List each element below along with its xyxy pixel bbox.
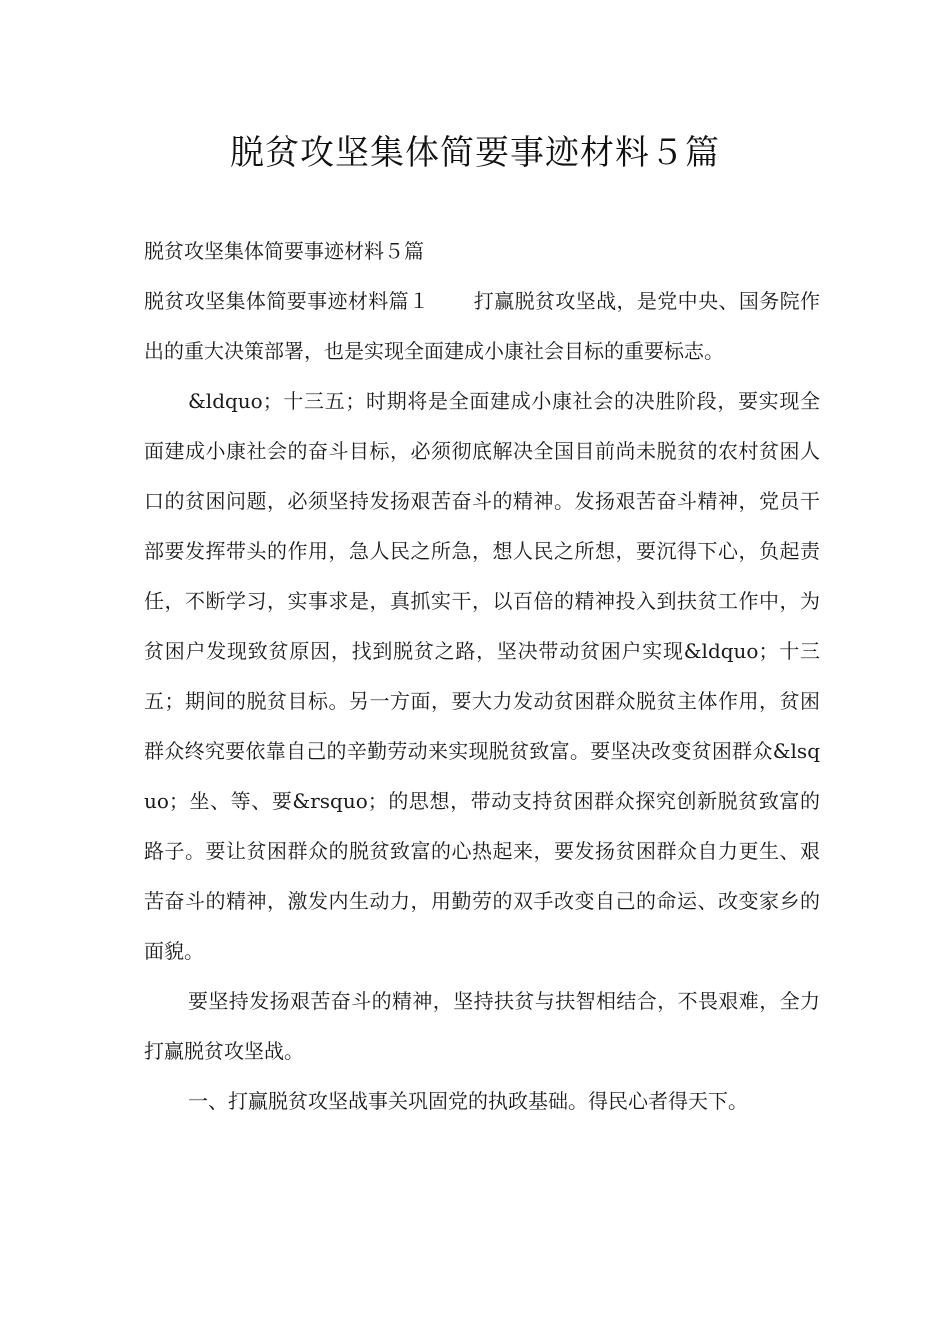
document-title: 脱贫攻坚集体简要事迹材料５篇: [230, 133, 720, 173]
section-1-intro: 打赢脱贫攻坚战，是党中央、国务院作出的重大决策部署，也是实现全面建成小康社会目标的重要标志。: [144, 289, 821, 363]
paragraph-3: 要坚持发扬艰苦奋斗的精神，坚持扶贫与扶智相结合，不畏艰难，全力打赢脱贫攻坚战。: [144, 989, 820, 1063]
paragraph-4: 一、打赢脱贫攻坚战事关巩固党的执政基础。得民心者得天下。: [188, 1089, 748, 1113]
document-subtitle: 脱贫攻坚集体简要事迹材料５篇: [144, 239, 424, 263]
document-body: [144, 226, 820, 1126]
section-1-heading: 脱贫攻坚集体简要事迹材料篇１: [144, 289, 430, 313]
paragraph-2: &ldquo；十三五；时期将是全面建成小康社会的决胜阶段，要实现全面建成小康社会的奋斗目标，必须彻底解决全国目前尚未脱贫的农村贫困人口的贫困问题，必须坚持发扬艰苦奋斗的精神。发扬艰苦奋斗精神，党员干部要发挥带头的作用，急人民之所急，想人民之所想，要沉得下心，负起责任，不断学习，实事求是，真抓实干，以百倍的精神投入到扶贫工作中，为贫困户发现致贫原因，找到脱贫之路，坚决带动贫困户实现&ldquo；十三五；期间的脱贫目标。另一方面，要大力发动贫困群众脱贫主体作用，贫困群众终究要依靠自己的辛勤劳动来实现脱贫致富。要坚决改变贫困群众&lsquo；坐、等、要&rsquo；的思想，带动支持贫困群众探究创新脱贫致富的路子。要让贫困群众的脱贫致富的心热起来，要发扬贫困群众自力更生、艰苦奋斗的精神，激发内生动力，用勤劳的双手改变自己的命运、改变家乡的面貌。: [144, 389, 820, 963]
section-1-paragraph: [144, 276, 820, 376]
